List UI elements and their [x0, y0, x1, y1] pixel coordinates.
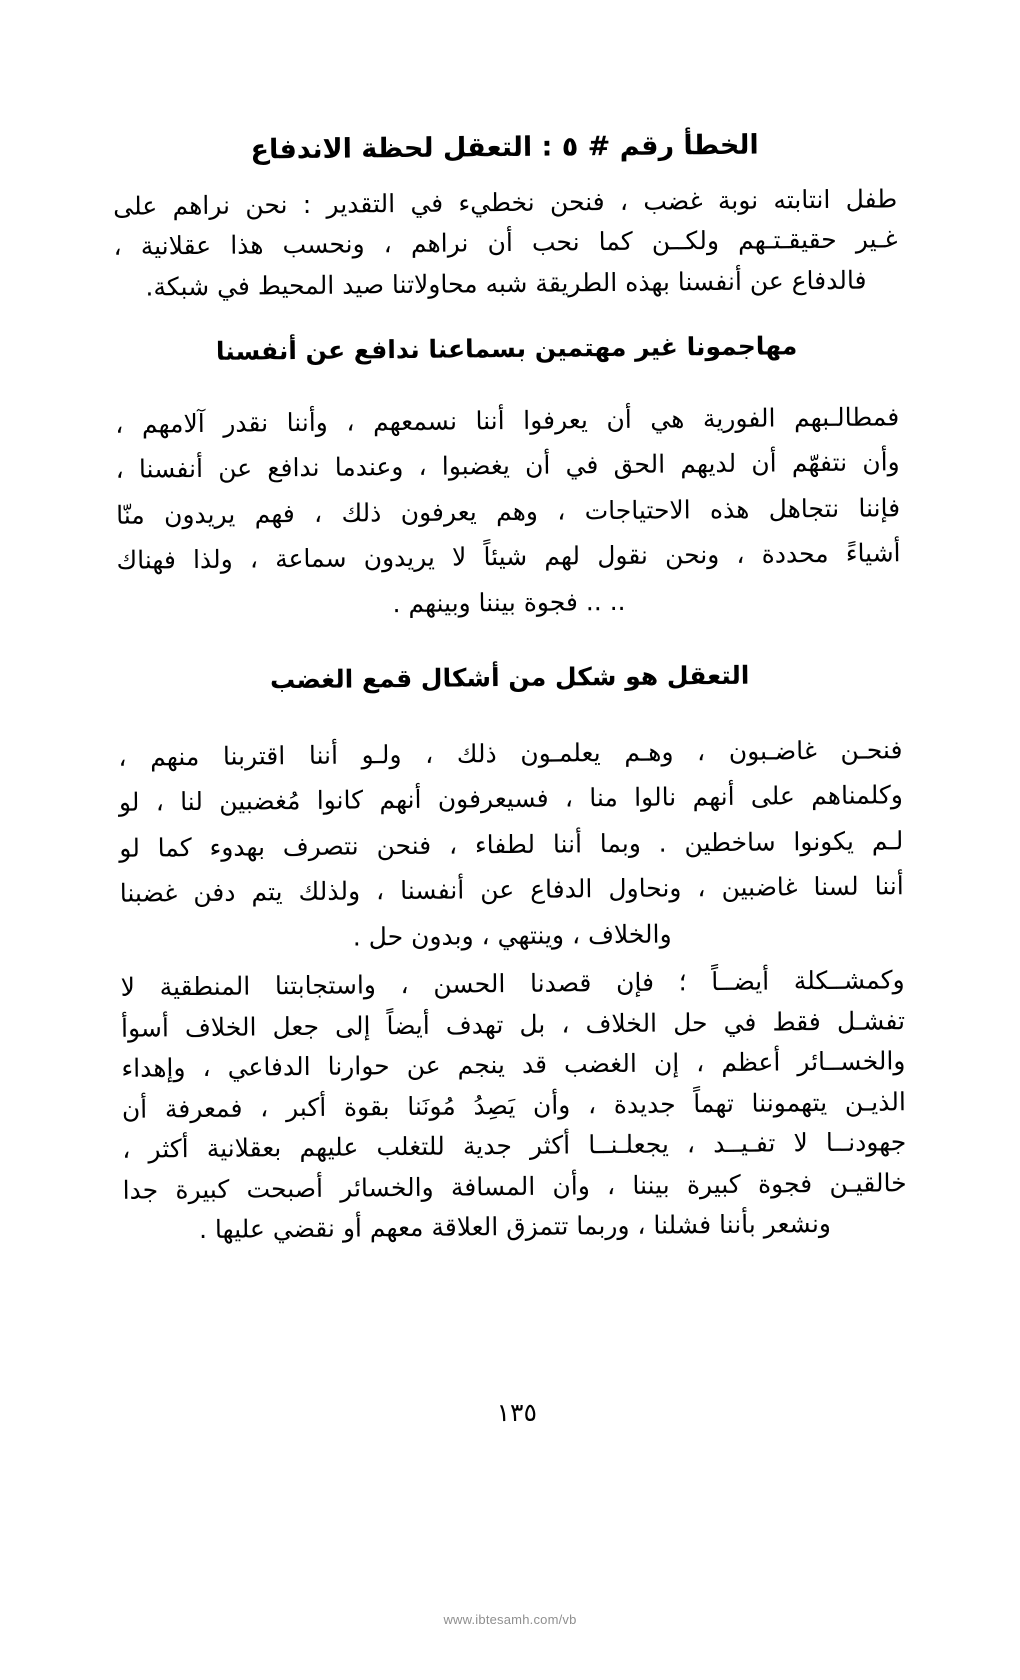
paragraph-line: طفل انتابته نوبة غضب ، فنحن نخطيء في التقدير : نحن نراهم على	[113, 183, 898, 221]
paragraph-3	[118, 727, 904, 962]
paragraph-line: جهودنــا لا تفـيــد ، يجعلـنــا أكثر جدية للتغلب عليهم بعقلانية أكثر ،	[122, 1127, 907, 1164]
paragraph-line: تفشـل فقط في حل الخلاف ، بل تهدف أيضاً إلى جعل الخلاف أسوأ	[120, 1005, 906, 1043]
paragraph-line: خالقيـن فجوة كبيرة بيننا ، وأن المسافة والخسائر أصبحت كبيرة جدا	[122, 1167, 907, 1205]
paragraph-line: فإننا نتجاهل هذه الاحتياجات ، وهم يعرفون ذلك ، فهم يريدون منّا	[116, 492, 901, 530]
paragraph-line: فالدفاع عن أنفسنا بهذه الطريقة شبه محاولاتنا صيد المحيط في شبكة.	[145, 265, 867, 301]
paragraph-line: والخســائر أعظم ، إن الغضب قد ينجم عن حوارنا الدفاعي ، وإهداء	[121, 1046, 906, 1083]
paragraph-4	[120, 960, 907, 1251]
paragraph-line: فنحـن غاضـبون ، وهـم يعلمـون ذلك ، ولـو أننا اقتربنا منهم ،	[118, 734, 903, 772]
watermark-url: www.ibtesamh.com/vb	[443, 1612, 577, 1627]
paragraph-1	[113, 179, 898, 308]
sub-heading-attackers: مهاجمونا غير مهتمين بسماعنا ندافع عن أنفسنا	[215, 331, 798, 366]
paragraph-line: لـم يكونوا ساخطين . وبما أننا لطفاء ، فنحن نتصرف بهدوء كما لو	[119, 825, 904, 863]
paragraph-line: الذيـن يتهموننا تهماً جديدة ، وأن يَصِدُ مُونَنا بقوة أكبر ، فمعرفة أن	[121, 1086, 906, 1124]
paragraph-line: أشياءً محددة ، ونحن نقول لهم شيئاً لا يريدون سماعة ، ولذا فهناك	[116, 538, 901, 575]
paragraph-line: .. .. فجوة بيننا وبينهم .	[392, 586, 626, 618]
chapter-title: الخطأ رقم # ٥ : التعقل لحظة الاندفاع	[250, 129, 759, 166]
paragraph-2	[115, 394, 901, 629]
paragraph-line: ونشعر بأننا فشلنا ، وربما تتمزق العلاقة معهم أو نقضي عليها .	[198, 1208, 832, 1245]
page-content	[112, 124, 907, 1257]
paragraph-line: والخلاف ، وينتهي ، وبدون حل .	[352, 918, 672, 952]
paragraph-line: أننا لسنا غاضبين ، ونحاول الدفاع عن أنفسنا ، ولذلك يتم دفن غضبنا	[119, 871, 904, 908]
paragraph-line: فمطالـبهم الفورية هي أن يعرفوا أننا نسمعهم ، وأننا نقدر آلامهم ،	[115, 401, 900, 439]
paragraph-line: وكمشــكلة أيضــاً ؛ فإن قصدنا الحسن ، واستجابتنا المنطقية لا	[120, 965, 905, 1002]
paragraph-line: وكلمناهم على أنهم نالوا منا ، فسيعرفون أنهم كانوا مُغضبين لنا ، لو	[118, 780, 904, 817]
paragraph-line: وأن نتفهّم أن لديهم الحق في أن يغضبوا ، وعندما ندافع عن أنفسنا ،	[115, 447, 900, 484]
page-number: ١٣٥	[496, 1397, 538, 1428]
paragraph-line: غـير حقيقـتـهم ولكــن كما نحب أن نراهم ، ونحسب هذا عقلانية ،	[113, 224, 898, 261]
sub-heading-reason-suppression: التعقل هو شكل من أشكال قمع الغضب	[269, 660, 750, 695]
